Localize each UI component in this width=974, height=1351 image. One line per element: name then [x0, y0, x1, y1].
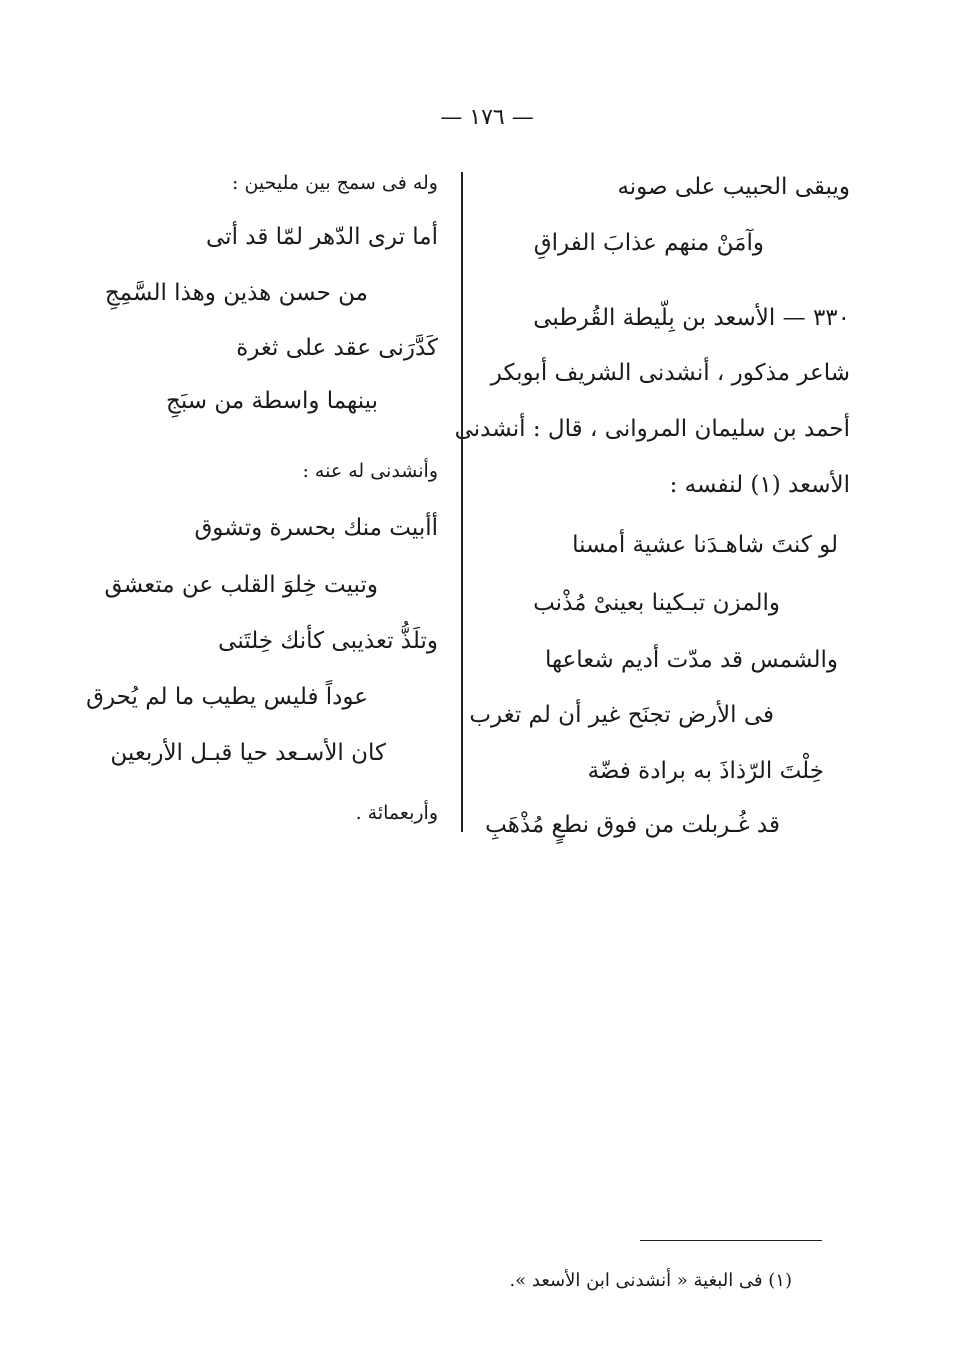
verse-line: والشمس قد مدّت أديم شعاعها — [544, 647, 838, 673]
verse-line: فى الأرض تجنَح غير أن لم تغرب — [469, 702, 774, 728]
verse-line: كَدَّرَنى عقد على ثغرة — [236, 335, 438, 361]
prose-line: الأسعد (١) لنفسه : — [669, 472, 850, 498]
verse-line: ويبقى الحبيب على صونه — [617, 174, 850, 200]
footnote-rule — [640, 1240, 822, 1241]
verse-line: قد غُـربلت من فوق نطعٍ مُذْهَبِ — [485, 812, 780, 838]
prose-line: شاعر مذكور ، أنشدنى الشريف أبوبكر — [490, 360, 850, 386]
verse-line: خِلْتَ الرّذاذَ به برادة فضّة — [587, 758, 824, 784]
verse-line: عوداً فليس يطيب ما لم يُحرق — [86, 684, 368, 710]
verse-line: من حسن هذين وهذا السَّمِجِ — [104, 280, 368, 306]
verse-line: وآمَنْ منهم عذابَ الفراقِ — [533, 230, 764, 256]
verse-line: وتبيت خِلوَ القلب عن متعشق — [104, 572, 378, 598]
verse-line: أما ترى الدّهر لمّا قد أتى — [206, 224, 438, 250]
prose-line: أحمد بن سليمان المروانى ، قال : أنشدنى — [454, 416, 850, 442]
prose-line: وأنشدنى له عنه : — [302, 460, 438, 482]
verse-line: لو كنتَ شاهـدَنا عشية أمسنا — [572, 532, 838, 558]
verse-line: وتلَذُّ تعذيبى كأنك خِلتَنى — [218, 628, 438, 654]
prose-line: وأربعمائة . — [355, 802, 438, 824]
prose-line: وله فى سمج بين مليحين : — [232, 172, 438, 194]
verse-line: والمزن تبـكينا بعينىْ مُذْنب — [533, 590, 780, 616]
column-divider — [461, 172, 463, 832]
footnote: (١) فى البغية « أنشدنى ابن الأسعد ». — [509, 1270, 792, 1291]
verse-line: بينهما واسطة من سبَجِ — [166, 388, 378, 414]
verse-line: أأبيت منك بحسرة وتشوق — [194, 515, 438, 541]
prose-line: كان الأسـعد حيا قبـل الأربعين — [110, 740, 386, 766]
page-number: — ١٧٦ — — [440, 105, 534, 130]
entry-heading: ٣٣٠ — الأسعد بن بِلّيطة القُرطبى — [533, 305, 850, 331]
